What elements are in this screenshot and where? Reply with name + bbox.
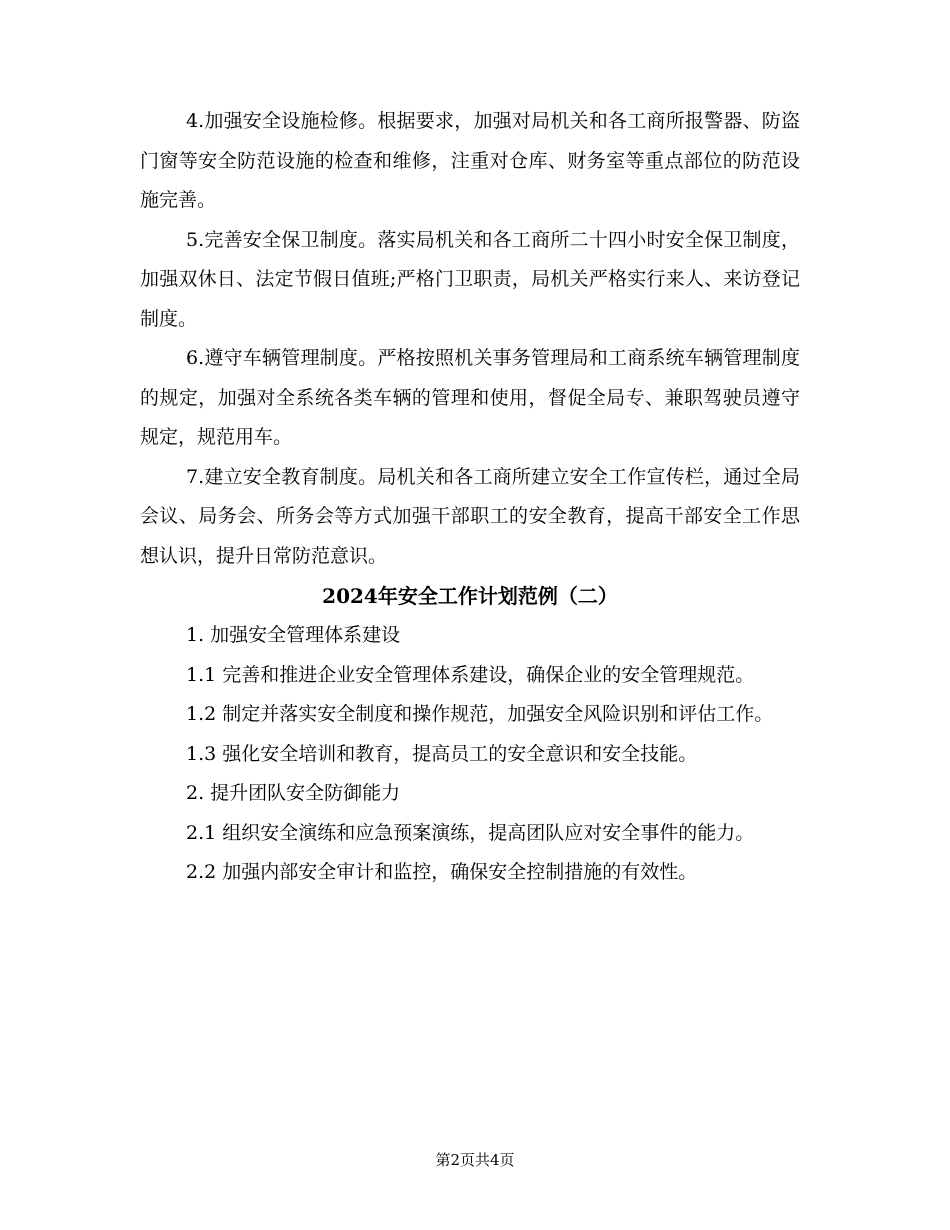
- paragraph-1-3: 1.3 强化安全培训和教育，提高员工的安全意识和安全技能。: [186, 742, 698, 765]
- paragraph-item-6: 6.遵守车辆管理制度。严格按照机关事务管理局和工商系统车辆管理制度的规定，加强对全系统各类车辆的管理和使用，督促全局专、兼职驾驶员遵守规定，规范用车。: [140, 347, 800, 448]
- paragraph-1-2: 1.2 制定并落实安全制度和操作规范，加强安全风险识别和评估工作。: [186, 703, 774, 725]
- section-2-heading: 2. 提升团队安全防御能力: [186, 782, 401, 804]
- paragraph-1-1: 1.1 完善和推进企业安全管理体系建设，确保企业的安全管理规范。: [186, 663, 755, 686]
- section-1-heading: 1. 加强安全管理体系建设: [186, 624, 401, 646]
- paragraph-2-1: 2.1 组织安全演练和应急预案演练，提高团队应对安全事件的能力。: [186, 821, 755, 844]
- paragraph-item-5: 5.完善安全保卫制度。落实局机关和各工商所二十四小时安全保卫制度，加强双休日、法定节假日值班;严格门卫职责，局机关严格实行来人、来访登记制度。: [140, 228, 800, 330]
- paragraph-2-2: 2.2 加强内部安全审计和监控，确保安全控制措施的有效性。: [186, 861, 698, 883]
- document-body: [140, 102, 800, 893]
- paragraph-item-7: 7.建立安全教育制度。局机关和各工商所建立安全工作宣传栏，通过全局会议、局务会、所务会等方式加强干部职工的安全教育，提高干部安全工作思想认识，提升日常防范意识。: [140, 465, 800, 567]
- page-number: 第2页共4页: [435, 1151, 515, 1169]
- section-title: 2024年安全工作计划范例（二）: [322, 584, 618, 608]
- paragraph-item-4: 4.加强安全设施检修。根据要求，加强对局机关和各工商所报警器、防盗门窗等安全防范设施的检查和维修，注重对仓库、财务室等重点部位的防范设施完善。: [140, 110, 800, 211]
